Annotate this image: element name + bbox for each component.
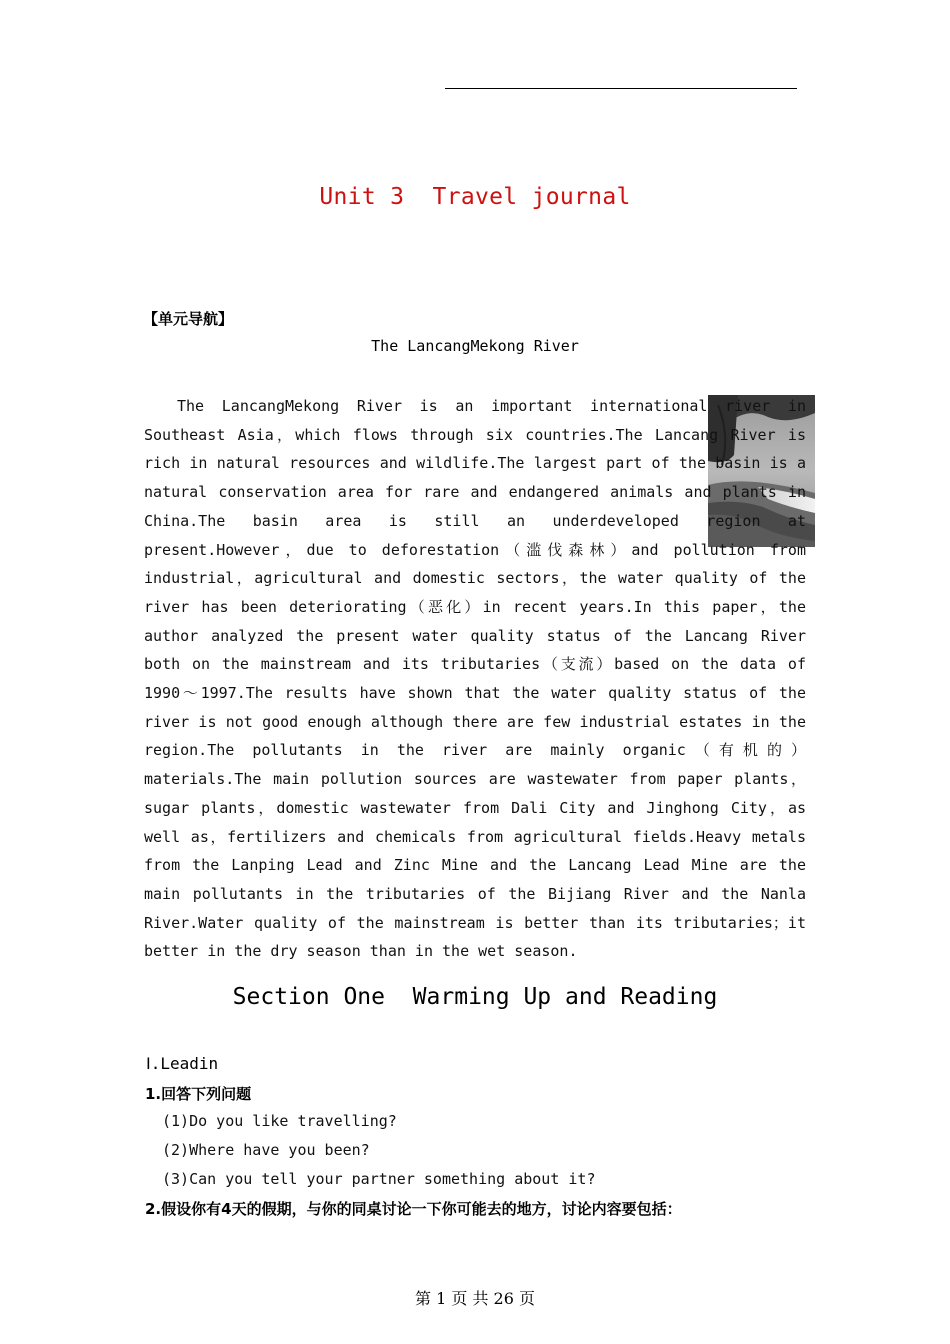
question-1-item: (2)Where have you been? <box>162 1141 370 1159</box>
leadin-heading: Ⅰ.Leadin <box>146 1054 219 1073</box>
page-footer: 第 1 页 共 26 页 <box>415 1289 535 1308</box>
question-1-item: (3)Can you tell your partner something about it? <box>162 1170 596 1188</box>
reading-paragraph: The LancangMekong River is an important international river in Southeast Asia，which flows through six countries.The Lancang River is rich in natural resources and wildlife.The largest part of the basin is a natural conservation area for rare and endangered animals and plants in China.The basin area is still an underdeveloped region at present.However，due to deforestation（滥伐森林）and pollution from industrial，agricultural and domestic sectors，the water quality of the river has been deteriorating（恶化）in recent years.In this paper，the author analyzed the present water quality status of the Lancang River both on the mainstream and its tributaries（支流）based on the data of 1990～1997.The results have shown that the water quality status of the river is not good enough although there are few industrial estates in the region.The pollutants in the river are mainly organic（有机的）materials.The main pollution sources are wastewater from paper plants，sugar plants，domestic wastewater from Dali City and Jinghong City，as well as，fertilizers and chemicals from agricultural fields.Heavy metals from the Lanping Lead and Zinc Mine and the Lancang Lead Mine are the main pollutants in the tributaries of the Bijiang River and the Nanla River.Water quality of the mainstream is better than its tributaries；it better in the dry season than in the wet season. <box>144 397 806 961</box>
reading-title: The LancangMekong River <box>371 337 579 355</box>
section-title: Section One Warming Up and Reading <box>232 984 718 1010</box>
question-1-heading: 1.回答下列问题 <box>145 1085 252 1103</box>
unit-title: Unit 3 Travel journal <box>319 184 631 210</box>
unit-navigation-heading: 【单元导航】 <box>143 310 234 328</box>
header-rule <box>445 88 797 89</box>
question-2-heading: 2.假设你有4天的假期，与你的同桌讨论一下你可能去的地方，讨论内容要包括： <box>145 1200 682 1218</box>
question-1-item: (1)Do you like travelling? <box>162 1112 397 1130</box>
reading-passage <box>144 392 806 966</box>
image-wrap-spacer <box>806 392 828 564</box>
